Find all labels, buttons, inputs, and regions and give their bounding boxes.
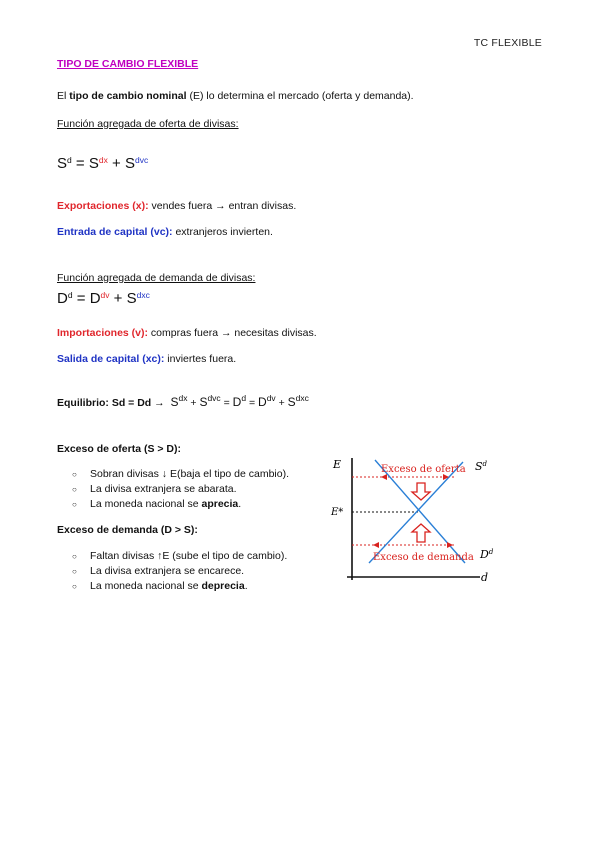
- y-axis-label: E: [333, 458, 342, 471]
- list-item: ○ La divisa extranjera se abarata.: [72, 482, 289, 497]
- supply-curve-label: $S^d$: [475, 460, 488, 473]
- excess-demand-list: [72, 549, 287, 594]
- excess-demand-annotation: Exceso de demanda: [373, 552, 474, 563]
- document-header-label: TC FLEXIBLE: [473, 37, 542, 49]
- demand-equation: $D^d = D^{dv} + S^{dxc}$: [57, 290, 150, 307]
- exchange-rate-graph: [325, 450, 505, 592]
- imports-definition: Importaciones (v): compras fuera → necesitas divisas.: [57, 327, 317, 339]
- excess-supply-annotation: Exceso de oferta: [381, 464, 466, 475]
- excess-supply-heading: Exceso de oferta (S > D):: [57, 443, 181, 455]
- list-item: ○ La moneda nacional se aprecia.: [72, 497, 289, 512]
- page-title: TIPO DE CAMBIO FLEXIBLE: [57, 58, 199, 70]
- capital-inflow-definition: Entrada de capital (vc): extranjeros invierten.: [57, 226, 273, 238]
- exports-definition: Exportaciones (x): vendes fuera → entran divisas.: [57, 200, 297, 212]
- supply-function-heading: Función agregada de oferta de divisas:: [57, 118, 239, 130]
- excess-demand-heading: Exceso de demanda (D > S):: [57, 524, 198, 536]
- down-pressure-arrow-icon: [412, 483, 430, 500]
- arrow-left-icon: [373, 542, 379, 548]
- equilibrium-rate-label: E*: [331, 507, 344, 518]
- list-item: ○ Sobran divisas ↓ E(baja el tipo de cambio).: [72, 467, 289, 482]
- demand-curve-label: $D^d$: [480, 548, 494, 561]
- intro-paragraph: El tipo de cambio nominal (E) lo determina el mercado (oferta y demanda).: [57, 90, 414, 102]
- excess-supply-list: [72, 467, 289, 512]
- list-item: ○ Faltan divisas ↑E (sube el tipo de cambio).: [72, 549, 287, 564]
- supply-equation: $S^d = S^{dx} + S^{dvc}$: [57, 155, 149, 172]
- demand-curve: [375, 460, 465, 563]
- x-axis-label: d: [481, 571, 489, 584]
- list-item: ○ La divisa extranjera se encarece.: [72, 564, 287, 579]
- up-pressure-arrow-icon: [412, 524, 430, 542]
- equilibrium-equation: Equilibrio: $Sd = Dd \to S^{dx} + S^{dvc} = D^d = D^{dv} + S^{dxc}$: [57, 393, 309, 409]
- demand-function-heading: Función agregada de demanda de divisas:: [57, 272, 256, 284]
- list-item: ○ La moneda nacional se deprecia.: [72, 579, 287, 594]
- arrow-right-icon: [447, 542, 453, 548]
- capital-outflow-definition: Salida de capital (xc): inviertes fuera.: [57, 353, 237, 365]
